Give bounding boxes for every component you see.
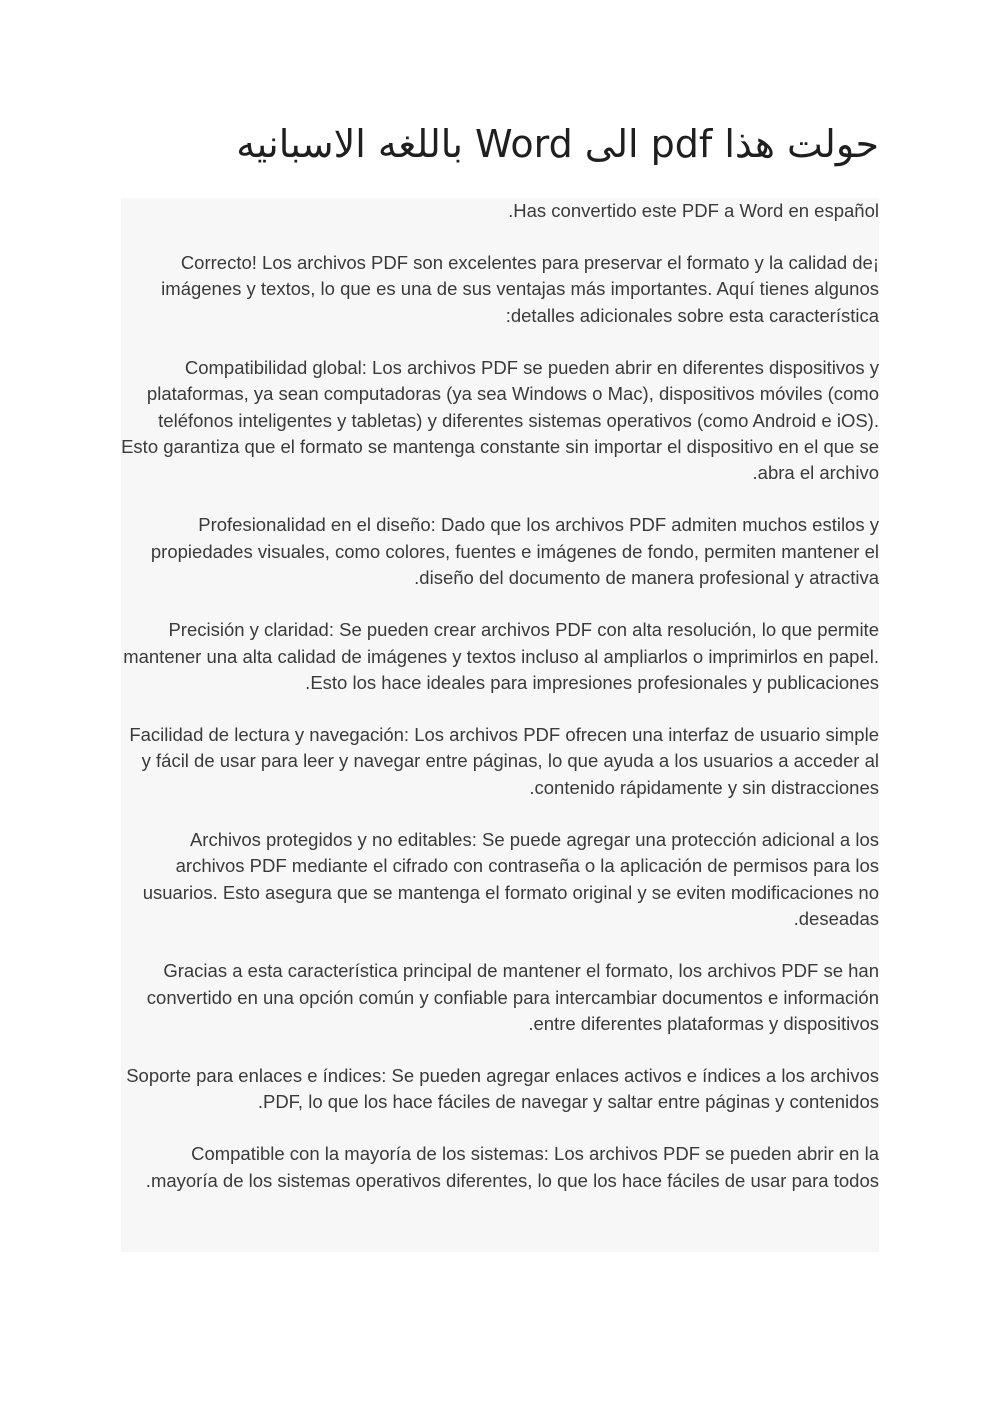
paragraph-archivos-protegidos: Archivos protegidos y no editables: Se puede agregar una protección adicional a los archivos PDF mediante el cifrado con contraseña o la aplicación de permisos para los usuarios. Esto asegura que se mantenga el formato original y se eviten modificaciones no deseadas.: [142, 828, 879, 930]
paragraph-compatibilidad-global: Compatibilidad global: Los archivos PDF se pueden abrir en diferentes dispositivos y plataformas, ya sean computadoras (ya sea Windows o Mac), dispositivos móviles (como teléfonos inteligentes y tabletas) y diferentes sistemas operativos (como Android e iOS). Esto garantiza que el formato se mantenga constante sin importar el dispositivo en el que se abra el archivo.: [121, 356, 879, 484]
paragraph-correcto: ¡Correcto! Los archivos PDF son excelentes para preservar el formato y la calidad de imágenes y textos, lo que es una de sus ventajas más importantes. Aquí tienes algunos detalles adicionales sobre esta característica:: [161, 252, 879, 326]
document-title: حولت هذا pdf الى Word باللغه الاسبانيه: [236, 122, 879, 166]
paragraph-precision: Precisión y claridad: Se pueden crear archivos PDF con alta resolución, lo que permite mantener una alta calidad de imágenes y textos incluso al ampliarlos o imprimirlos en papel. Esto los hace ideales para impresiones profesionales y publicaciones.: [123, 619, 879, 694]
paragraph-facilidad-lectura: Facilidad de lectura y navegación: Los archivos PDF ofrecen una interfaz de usuario simple y fácil de usar para leer y navegar entre páginas, lo que ayuda a los usuarios a acceder al contenido rápidamente y sin distracciones.: [129, 724, 879, 798]
paragraph-profesionalidad: Profesionalidad en el diseño: Dado que los archivos PDF admiten muchos estilos y propiedades visuales, como colores, fuentes e imágenes de fondo, permiten mantener el diseño del documento de manera profesional y atractiva.: [150, 514, 879, 589]
paragraph-compatible-sistemas: Compatible con la mayoría de los sistemas: Los archivos PDF se pueden abrir en la mayoría de los sistemas operativos diferentes, lo que los hace fáciles de usar para todos.: [145, 1143, 879, 1191]
response-text-block: [121, 198, 879, 1252]
paragraph-soporte-enlaces: Soporte para enlaces e índices: Se pueden agregar enlaces activos e índices a los archivos PDF, lo que los hace fáciles de navegar y saltar entre páginas y contenidos.: [126, 1064, 879, 1113]
paragraph-intro: Has convertido este PDF a Word en español.: [508, 200, 879, 221]
paragraph-gracias: Gracias a esta característica principal de mantener el formato, los archivos PDF se han convertido en una opción común y confiable para intercambiar documentos e información entre diferentes plataformas y dispositivos.: [146, 960, 879, 1034]
